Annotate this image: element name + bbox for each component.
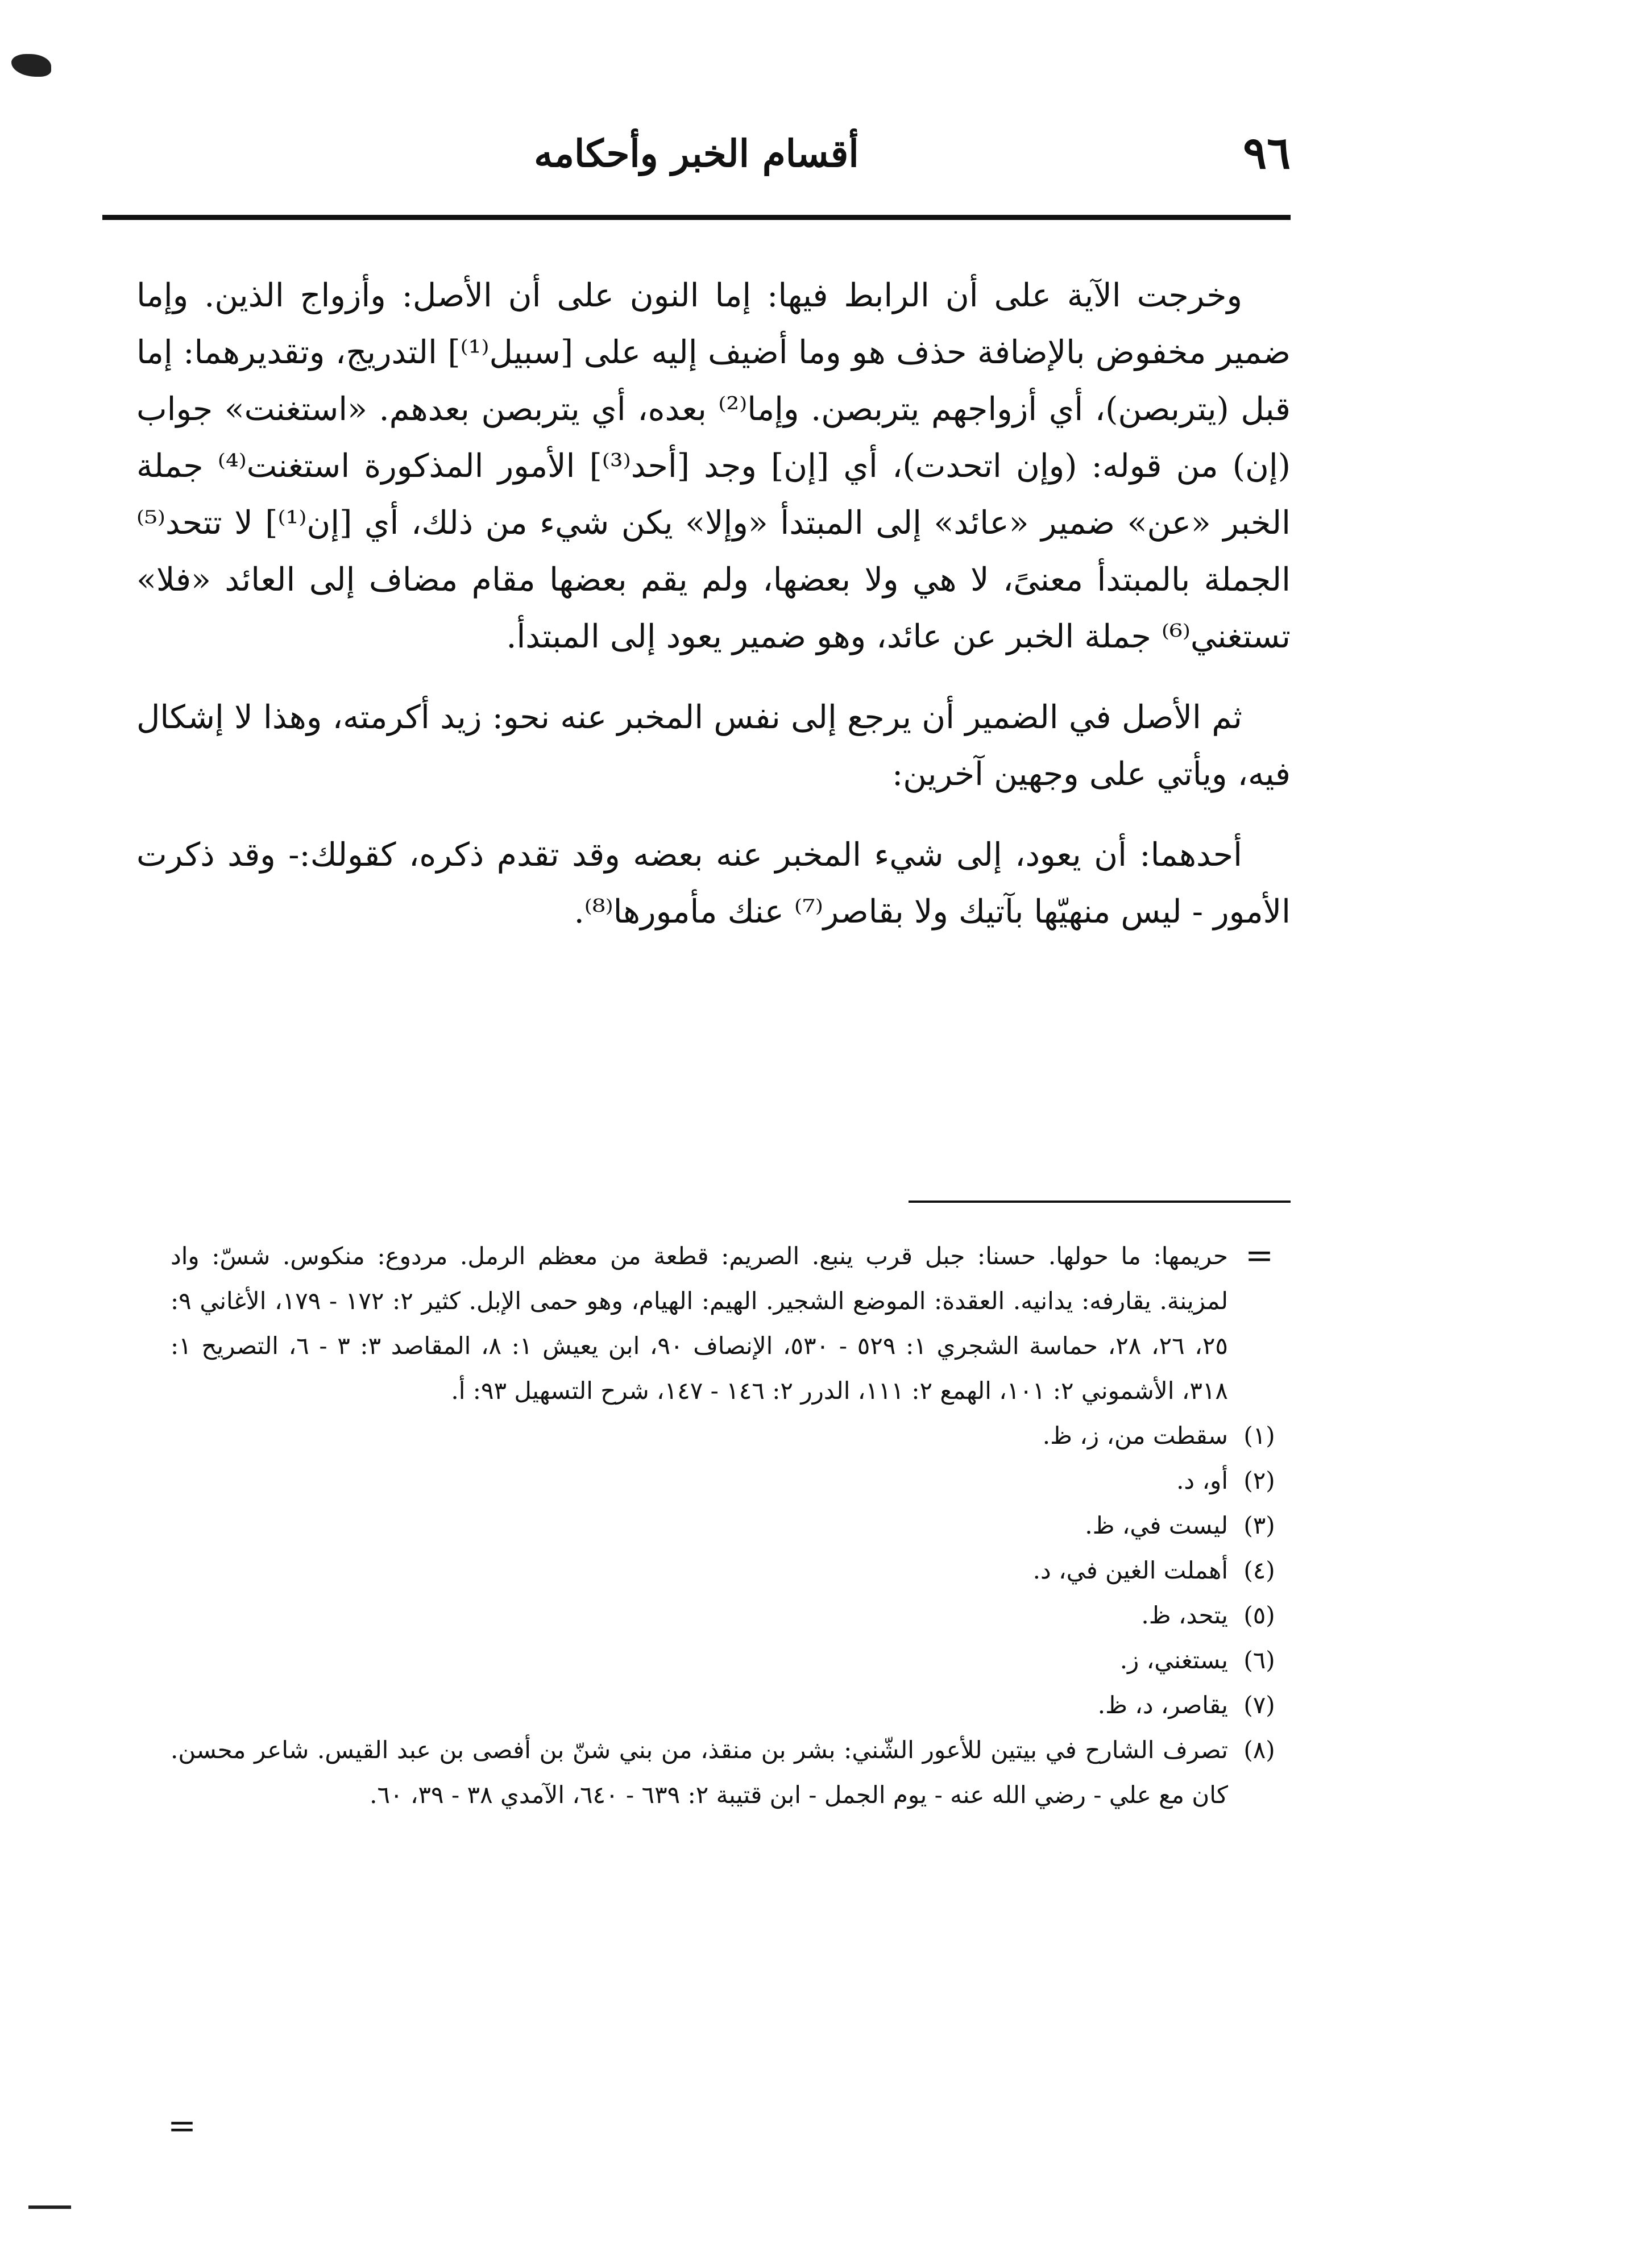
footnote-item — [171, 1638, 1291, 1683]
footnote-text: أهملت الغين في، د. — [1032, 1556, 1228, 1584]
footnote-item — [171, 1548, 1291, 1593]
continues-mark: = — [167, 2106, 197, 2146]
footnote-number: (٦) — [1243, 1646, 1275, 1674]
footnote-number: (٤) — [1243, 1556, 1275, 1584]
footnote-text: تصرف الشارح في بيتين للأعور الشّني: بشر بن منقذ، من بني شنّ بن أفصى بن عبد القيس. شاعر محسن. كان مع علي - رضي الله عنه - يوم الجمل - ابن قتيبة ٢: ٦٣٩ - ٦٤٠، الآمدي ٣٨ - ٣٩، ٦٠. — [171, 1736, 1228, 1809]
paragraph: وخرجت الآية على أن الرابط فيها: إما النون على أن الأصل: وأزواج الذين. وإما ضمير مخفوض بالإضافة حذف هو وما أضيف إليه على [سبيل⁽¹⁾] التدريج، وتقديرهما: إما قبل (يتربصن)، أي أزواجهم يتربصن. وإما⁽²⁾ بعده، أي يتربصن بعدهم. «استغنت» جواب (إن) من قوله: (وإن اتحدت)، أي [إن] وجد [أحد⁽³⁾] الأمور المذكورة استغنت⁽⁴⁾ جملة الخبر «عن» ضمير «عائد» إلى المبتدأ «وإلا» يكن شيء من ذلك، أي [إن⁽¹⁾] لا تتحد⁽⁵⁾ الجملة بالمبتدأ معنىً، لا هي ولا بعضها، ولم يقم بعضها مقام مضاف إلى العائد «فلا» تستغني⁽⁶⁾ جملة الخبر عن عائد، وهو ضمير يعود إلى المبتدأ. — [136, 277, 1291, 655]
footnote-item — [171, 1593, 1291, 1638]
continued-footnote — [171, 1233, 1291, 1413]
page-header — [102, 119, 1291, 199]
footnote-separator — [909, 1201, 1291, 1203]
scan-mark — [11, 54, 51, 77]
scan-mark — [28, 2205, 71, 2209]
header-rule — [102, 215, 1291, 220]
footnote-item — [171, 1458, 1291, 1503]
paragraph: ثم الأصل في الضمير أن يرجع إلى نفس المخبر عنه نحو: زيد أكرمته، وهذا لا إشكال فيه، ويأتي على وجهين آخرين: — [136, 699, 1291, 793]
footnote-item — [171, 1503, 1291, 1548]
footnote-item — [171, 1727, 1291, 1817]
footnote-item — [171, 1683, 1291, 1727]
footnote-text: يقاصر، د، ظ. — [1097, 1691, 1228, 1719]
footnote-item — [171, 1413, 1291, 1458]
footnote-text: سقطت من، ز، ظ. — [1042, 1422, 1228, 1449]
running-title: أقسام الخبر وأحكامه — [534, 131, 859, 176]
main-text — [136, 267, 1291, 964]
footnote-text: يتحد، ظ. — [1141, 1601, 1228, 1629]
paragraph: أحدهما: أن يعود، إلى شيء المخبر عنه بعضه وقد تقدم ذكره، كقولك:- وقد ذكرت الأمور - ليس منهيّها بآتيك ولا بقاصر⁽⁷⁾ عنك مأمورها⁽⁸⁾. — [136, 836, 1291, 931]
footnote-number: (١) — [1243, 1422, 1275, 1449]
footnote-text: أو، د. — [1176, 1467, 1228, 1494]
continuation-mark: = — [1245, 1236, 1274, 1276]
page-number: ٩٦ — [1243, 127, 1291, 179]
continued-footnote-text: حريمها: ما حولها. حسنا: جبل قرب ينبع. الصريم: قطعة من معظم الرمل. مردوع: منكوس. شسّ: واد لمزينة. يقارفه: يدانيه. العقدة: الموضع الشجير. الهيم: الهيام، وهو حمى الإبل. كثير ٢: ١٧٢ - ١٧٩، الأغاني ٩: ٢٥، ٢٦، ٢٨، حماسة الشجري ١: ٥٢٩ - ٥٣٠، الإنصاف ٩٠، ابن يعيش ١: ٨، المقاصد ٣: ٣ - ٦، التصريح ١: ٣١٨، الأشموني ٢: ١٠١، الهمع ٢: ١١١، الدرر ٢: ١٤٦ - ١٤٧، شرح التسهيل ٩٣: أ. — [171, 1242, 1228, 1405]
footnote-number: (٢) — [1243, 1467, 1275, 1494]
footnote-text: ليست في، ظ. — [1085, 1511, 1228, 1539]
footnote-text: يستغني، ز. — [1119, 1646, 1228, 1674]
footnote-number: (٥) — [1243, 1601, 1275, 1629]
footnote-number: (٣) — [1243, 1511, 1275, 1539]
footnote-number: (٨) — [1243, 1736, 1275, 1764]
footnote-number: (٧) — [1243, 1691, 1275, 1719]
footnotes — [171, 1233, 1291, 1817]
